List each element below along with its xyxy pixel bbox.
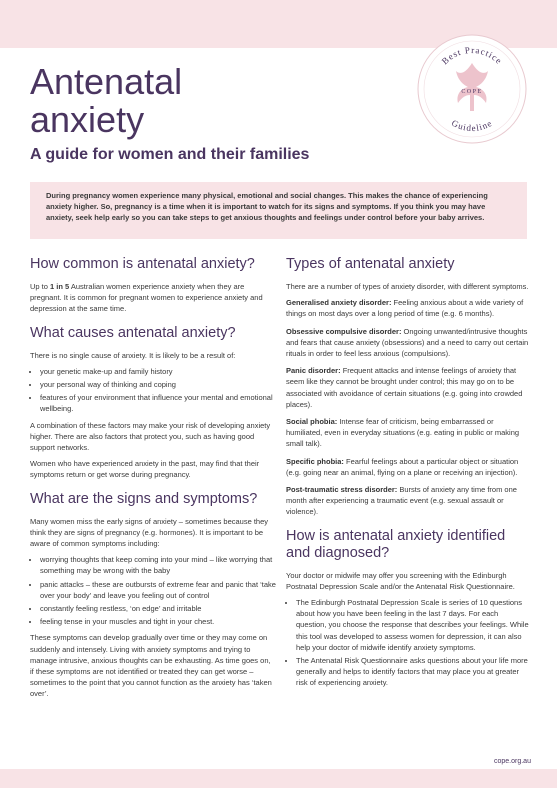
seal-center-text: COPE <box>461 89 483 95</box>
section-heading-identified: How is antenatal anxiety identified and diagnosed? <box>286 527 506 561</box>
identified-list <box>286 597 529 689</box>
left-column <box>30 256 276 705</box>
definition-term: Panic disorder: <box>286 366 341 376</box>
section-heading-types: Types of antenatal anxiety <box>286 256 455 272</box>
signs-intro: Many women miss the early signs of anxiety – sometimes because they think they are signs of pregnancy (e.g. hormones). It is important to be aware of common symptoms including: <box>30 516 269 549</box>
list-item: • worrying thoughts that keep coming into your mind – like worrying that something may be wrong with the baby <box>40 554 276 576</box>
definition-text: Ongoing unwanted/intrusive thoughts and fears that cause anxiety (obsessions) and a need to carry out certain rituals in order to feel less anxious (compulsions). <box>286 326 529 359</box>
subtitle: A guide for women and their families <box>30 146 310 163</box>
causes-intro: There is no single cause of anxiety. It is likely to be a result of: <box>30 350 236 360</box>
list-item: • The Antenatal Risk Questionnaire asks questions about your life more generally and helps to identify factors that may place you at greater risk of experiencing anxiety. <box>296 655 529 689</box>
best-practice-seal <box>416 33 528 145</box>
definition-text: Intense fear of criticism, being embarrassed or humiliated, even in everyday situations (e.g. eating in public or making small talk). <box>286 417 520 449</box>
definition-term: Obsessive compulsive disorder: <box>286 326 402 336</box>
definition-gad <box>286 297 529 319</box>
seal-bottom-text: Guideline <box>449 117 495 134</box>
list-item: • feeling tense in your muscles and tight in your chest. <box>40 616 276 627</box>
definition-term: Post-traumatic stress disorder: <box>286 485 398 495</box>
list-item: • panic attacks – these are outbursts of extreme fear and panic that ‘take over your body’ and leave you feeling out of control <box>40 579 276 601</box>
types-intro: There are a number of types of anxiety disorder, with different symptoms. <box>286 282 529 291</box>
definition-text: Fearful feelings about a particular object or situation (e.g. going near an animal, flying on a plane or receiving an injection). <box>286 456 519 477</box>
definition-text: Frequent attacks and intense feelings of anxiety that seem like they cannot be brought under control; this may go on to be associated with avoidance of certain situations (e.g. going into crowded places). <box>286 366 523 409</box>
bottom-band <box>0 769 557 788</box>
footer-url[interactable]: cope.org.au <box>494 758 531 765</box>
causes-list <box>30 366 276 415</box>
title-line-2: anxiety <box>30 99 145 140</box>
definition-specific-phobia <box>286 456 529 478</box>
causes-paragraph-3: Women who have experienced anxiety in the past, may find that their symptoms return or get worse during pregnancy. <box>30 459 260 480</box>
causes-paragraph-2: A combination of these factors may make your risk of developing anxiety higher. There are also factors that protect you, such as having good support networks. <box>30 420 271 453</box>
definition-term: Specific phobia: <box>286 456 344 466</box>
title-line-1: Antenatal <box>30 61 183 102</box>
list-item: • The Edinburgh Postnatal Depression Scale is series of 10 questions about how you have been feeling in the last 7 days. For each question, you choose the response that describes your feelings. While this tool was developed to assess women for depression, it can also help your doctor of midwife identify anxiety symptoms. <box>296 597 529 653</box>
definition-term: Generalised anxiety disorder: <box>286 298 392 308</box>
signs-paragraph-2: These symptoms can develop gradually over time or they may come on suddenly and intensely. Living with anxiety symptoms and trying to manage intrusive, anxious thoughts can be exhausting. As time goes on, if these symptoms are not identified or treated they can get worse – sometimes to the point that you cannot function as the anxiety has ‘taken over’. <box>30 633 272 699</box>
common-paragraph <box>30 281 276 315</box>
signs-list <box>30 554 276 627</box>
section-heading-signs: What are the signs and symptoms? <box>30 490 258 507</box>
definition-text: Bursts of anxiety any time from one month after experiencing a traumatic event (e.g. sexual assault or violence). <box>286 485 517 517</box>
definition-text: Feeling anxious about a wide variety of things on most days over a long period of time (e.g. 6 months). <box>286 298 524 319</box>
section-heading-causes: What causes antenatal anxiety? <box>30 324 236 341</box>
intro-box <box>30 182 527 239</box>
identified-intro: Your doctor or midwife may offer you screening with the Edinburgh Postnatal Depression Scale and/or the Antenatal Risk Questionnaire. <box>286 570 515 591</box>
common-bold: 1 in 5 <box>50 282 70 291</box>
section-heading-common: How common is antenatal anxiety? <box>30 256 255 272</box>
intro-text: During pregnancy women experience many physical, emotional and social changes. This makes the chance of experiencing anxiety higher. So, pregnancy is a time when it is important to watch for its signs and symptoms. If you think you may have anxiety, seek help early so you can take steps to get anxious thoughts and feelings under control before your baby arrives. <box>46 191 488 223</box>
right-column <box>286 256 529 694</box>
common-pre: Up to <box>30 282 51 291</box>
list-item: • your personal way of thinking and coping <box>40 379 276 390</box>
definition-panic <box>286 365 529 410</box>
list-item: • constantly feeling restless, ‘on edge’ and irritable <box>40 603 276 614</box>
seal-top-text: Best Practice <box>439 44 505 67</box>
definition-term: Social phobia: <box>286 417 338 427</box>
definition-ocd <box>286 326 529 360</box>
definition-ptsd <box>286 484 529 518</box>
common-post: Australian women experience anxiety when they are pregnant. It is common for pregnant women to experience anxiety and depression at the same time. <box>30 282 263 314</box>
page-title <box>30 63 182 139</box>
list-item: • your genetic make-up and family history <box>40 366 276 377</box>
definition-social-phobia <box>286 416 529 450</box>
list-item: • features of your environment that influence your mental and emotional wellbeing. <box>40 392 276 414</box>
